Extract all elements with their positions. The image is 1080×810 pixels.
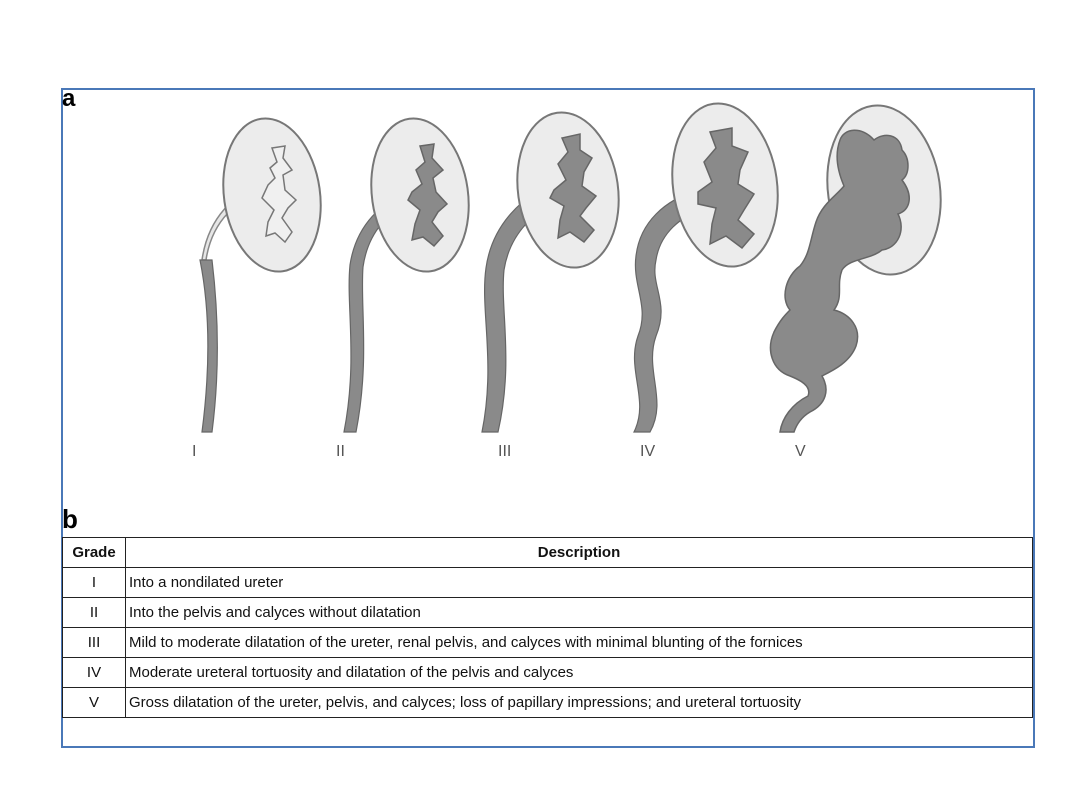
ureter-and-pelvis-grade-5 — [771, 130, 910, 432]
grade-cell: III — [63, 628, 126, 658]
panel-b-label: b — [62, 504, 78, 534]
grade-cell: IV — [63, 658, 126, 688]
grade-cell: V — [63, 688, 126, 718]
kidney-grade-1 — [200, 112, 330, 432]
kidney-grade-3 — [482, 106, 628, 432]
ureter-grade-1-lower — [200, 260, 217, 432]
kidney-grade-4 — [634, 100, 788, 432]
table-row — [63, 658, 1033, 688]
kidney-grade-2 — [344, 112, 478, 432]
grade-column-header: Grade — [63, 538, 126, 568]
grade-label-3: III — [498, 443, 512, 460]
grading-table — [62, 537, 1033, 718]
description-cell: Mild to moderate dilatation of the ureter, renal pelvis, and calyces with minimal blunting of the fornices — [126, 628, 1033, 658]
description-cell: Gross dilatation of the ureter, pelvis, and calyces; loss of papillary impressions; and ureteral tortuosity — [126, 688, 1033, 718]
description-cell: Into the pelvis and calyces without dilatation — [126, 598, 1033, 628]
vur-grades-illustration — [150, 100, 970, 470]
table-row — [63, 568, 1033, 598]
description-cell: Into a nondilated ureter — [126, 568, 1033, 598]
table-header-row — [63, 538, 1033, 568]
grade-label-2: II — [336, 443, 345, 460]
table-row — [63, 628, 1033, 658]
grade-label-4: IV — [640, 443, 656, 460]
table-row — [63, 688, 1033, 718]
grade-cell: I — [63, 568, 126, 598]
grade-cell: II — [63, 598, 126, 628]
table-row — [63, 598, 1033, 628]
grade-label-1: I — [192, 443, 197, 460]
description-cell: Moderate ureteral tortuosity and dilatation of the pelvis and calyces — [126, 658, 1033, 688]
grade-label-5: V — [795, 443, 806, 460]
panel-a-label: a — [62, 85, 76, 112]
description-column-header: Description — [126, 538, 1033, 568]
kidney-grade-5 — [771, 100, 952, 432]
